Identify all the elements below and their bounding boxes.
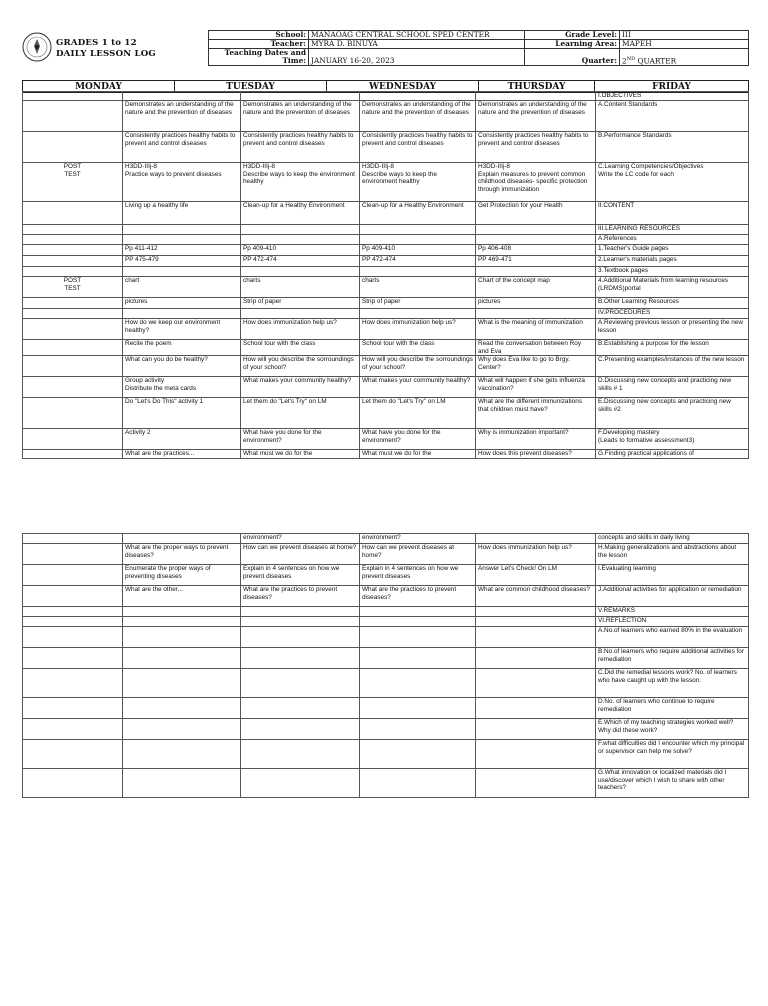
table-cell: Demonstrates an understanding of the nature and the prevention of diseases (476, 101, 596, 132)
table-cell (360, 769, 476, 798)
section-label-cell: I.OBJECTIVES (596, 92, 749, 101)
table-cell: H3DD-IIIj-8 Describe ways to keep the environment healthy (241, 163, 360, 202)
table-cell: What must we do for the (360, 450, 476, 459)
table-row (23, 669, 749, 698)
table-row (23, 235, 749, 245)
section-label-cell: C.Learning Competencies/Objectives Write the LC code for each (596, 163, 749, 202)
table-cell (23, 319, 123, 340)
table-cell (123, 534, 241, 544)
table-cell (476, 225, 596, 235)
table-cell (241, 669, 360, 698)
table-cell (123, 309, 241, 319)
table-cell (360, 617, 476, 627)
table-cell (23, 340, 123, 356)
table-row (23, 319, 749, 340)
grade-label: Grade Level: (525, 31, 620, 40)
section-label-cell: G.Finding practical applications of (596, 450, 749, 459)
table-cell: Why does Eva like to go to Brgy. Center? (476, 356, 596, 377)
lesson-table-page-1 (22, 91, 749, 459)
table-row (23, 225, 749, 235)
table-cell (476, 698, 596, 719)
table-cell (23, 429, 123, 450)
table-cell: pictures (123, 298, 241, 309)
info-table (208, 30, 749, 66)
teacher-label: Teacher: (209, 40, 309, 49)
table-row (23, 277, 749, 298)
table-cell (241, 92, 360, 101)
table-cell (23, 648, 123, 669)
table-cell: What are the other... (123, 586, 241, 607)
section-label-cell: B.Other Learning Resources (596, 298, 749, 309)
table-row (23, 101, 749, 132)
table-cell: Pp 409-410 (241, 245, 360, 256)
table-cell: How can we prevent diseases at home? (241, 544, 360, 565)
grade-value: III (620, 31, 749, 40)
table-cell (123, 648, 241, 669)
table-cell (476, 267, 596, 277)
table-row (23, 617, 749, 627)
section-label-cell: J.Additional activities for application or remediation (596, 586, 749, 607)
section-label-cell: C.Did the remedial lessons work? No. of learners who have caught up with the lesson. (596, 669, 749, 698)
table-cell: Strip of paper (241, 298, 360, 309)
section-label-cell: I.Evaluating learning (596, 565, 749, 586)
section-label-cell: III.LEARNING RESOURCES (596, 225, 749, 235)
table-cell (360, 92, 476, 101)
table-cell (476, 607, 596, 617)
table-row (23, 719, 749, 740)
table-row (23, 627, 749, 648)
table-cell: Let them do "Let's Try" on LM (241, 398, 360, 429)
table-row (23, 740, 749, 769)
table-cell: School tour with the class (360, 340, 476, 356)
table-cell: What are common childhood diseases? (476, 586, 596, 607)
table-cell (241, 617, 360, 627)
table-cell (476, 719, 596, 740)
table-cell (241, 719, 360, 740)
day-tuesday: TUESDAY (175, 81, 327, 93)
table-cell (23, 267, 123, 277)
table-cell: Pp 409-410 (360, 245, 476, 256)
table-cell: Pp 406-408 (476, 245, 596, 256)
table-cell (123, 92, 241, 101)
table-cell (23, 245, 123, 256)
section-label-cell: F.Developing mastery (Leads to formative assessment3) (596, 429, 749, 450)
table-cell: H3DD-IIIj-8 Practice ways to prevent diseases (123, 163, 241, 202)
table-cell: PP 472-474 (241, 256, 360, 267)
table-cell (360, 235, 476, 245)
table-cell (123, 627, 241, 648)
section-label-cell: VI.REFLECTION (596, 617, 749, 627)
table-cell (23, 298, 123, 309)
table-cell (23, 356, 123, 377)
table-cell: What are the practices to prevent diseases? (241, 586, 360, 607)
table-cell: Consistently practices healthy habits to prevent and control diseases (123, 132, 241, 163)
table-cell (23, 617, 123, 627)
section-label-cell: H.Making generalizations and abstractions about the lesson (596, 544, 749, 565)
school-value: MANAOAG CENTRAL SCHOOL SPED CENTER (309, 31, 525, 40)
table-row (23, 450, 749, 459)
table-cell: POST TEST (23, 163, 123, 202)
table-cell: Pp 411-412 (123, 245, 241, 256)
table-cell (23, 398, 123, 429)
table-cell: environment? (360, 534, 476, 544)
table-cell: charts (241, 277, 360, 298)
quarter-value (620, 49, 749, 66)
table-cell (23, 534, 123, 544)
table-cell (476, 769, 596, 798)
title-line-2: DAILY LESSON LOG (56, 49, 156, 59)
table-cell: What have you done for the environment? (241, 429, 360, 450)
table-cell (123, 617, 241, 627)
table-cell: Consistently practices healthy habits to prevent and control diseases (241, 132, 360, 163)
table-cell: Activity 2 (123, 429, 241, 450)
table-cell: How does this prevent diseases? (476, 450, 596, 459)
section-label-cell: II.CONTENT (596, 202, 749, 225)
document-title (56, 38, 156, 60)
table-cell (360, 607, 476, 617)
table-cell: Group activity Distribute the meta cards (123, 377, 241, 398)
section-label-cell: C.Presenting examples/instances of the new lesson (596, 356, 749, 377)
section-label-cell: 4.Additional Materials from learning resources (LRDMS)portal (596, 277, 749, 298)
table-cell: pictures (476, 298, 596, 309)
table-cell (360, 648, 476, 669)
table-cell: School tour with the class (241, 340, 360, 356)
table-cell: charts (360, 277, 476, 298)
table-cell (123, 719, 241, 740)
table-cell (241, 607, 360, 617)
table-cell: How do we keep our environment healthy? (123, 319, 241, 340)
quarter-number: 2 (622, 56, 627, 65)
table-cell: Living up a healthy life (123, 202, 241, 225)
table-row (23, 340, 749, 356)
table-cell: Consistently practices healthy habits to prevent and control diseases (360, 132, 476, 163)
table-cell (23, 607, 123, 617)
table-cell: Demonstrates an understanding of the nature and the prevention of diseases (360, 101, 476, 132)
table-cell (23, 235, 123, 245)
table-cell: Explain in 4 sentences on how we prevent diseases (241, 565, 360, 586)
table-row (23, 534, 749, 544)
table-cell: What are the practices to prevent diseases? (360, 586, 476, 607)
dates-label (209, 49, 309, 66)
table-cell (476, 669, 596, 698)
quarter-suffix: ND (626, 55, 636, 62)
table-cell: H3DD-IIIj-8 Explain measures to prevent common childhood diseases- specific protection through immunization (476, 163, 596, 202)
table-cell (23, 719, 123, 740)
table-cell (241, 309, 360, 319)
table-cell (241, 698, 360, 719)
table-cell: Demonstrates an understanding of the nature and the prevention of diseases (123, 101, 241, 132)
table-row (23, 377, 749, 398)
table-row (23, 429, 749, 450)
table-cell: POST TEST (23, 277, 123, 298)
table-cell (476, 309, 596, 319)
table-cell: Recite the poem (123, 340, 241, 356)
table-cell: Read the conversation between Roy and Eva (476, 340, 596, 356)
table-cell (241, 627, 360, 648)
table-cell (123, 225, 241, 235)
table-cell (123, 235, 241, 245)
section-label-cell: A.References (596, 235, 749, 245)
table-cell (23, 225, 123, 235)
table-cell: PP 469-471 (476, 256, 596, 267)
table-cell: Clean-up for a Healthy Environment (241, 202, 360, 225)
table-cell: How does immunization help us? (360, 319, 476, 340)
table-cell: What will happen if she gets influenza vaccination? (476, 377, 596, 398)
table-cell: Why is immunization important? (476, 429, 596, 450)
table-cell (123, 669, 241, 698)
section-label-cell: E.Discussing new concepts and practicing new skills #2 (596, 398, 749, 429)
table-cell: How will you describe the sorroundings of your school? (241, 356, 360, 377)
table-cell (23, 309, 123, 319)
table-cell (123, 607, 241, 617)
table-row (23, 298, 749, 309)
section-label-cell: 2.Learner's materials pages (596, 256, 749, 267)
section-label-cell: A.Reviewing previous lesson or presenting the new lesson (596, 319, 749, 340)
section-label-cell: D.Discussing new concepts and practicing new skills # 1 (596, 377, 749, 398)
section-label-cell: F.what difficulties did I encounter which my principal or supervisor can help me solve? (596, 740, 749, 769)
table-row (23, 202, 749, 225)
table-cell (123, 740, 241, 769)
table-cell: Clean-up for a Healthy Environment (360, 202, 476, 225)
table-cell: Strip of paper (360, 298, 476, 309)
table-cell: What are the different immunizations that children must have? (476, 398, 596, 429)
table-cell: Explain in 4 sentences on how we prevent diseases (360, 565, 476, 586)
table-row (23, 163, 749, 202)
table-cell (360, 309, 476, 319)
table-cell (476, 617, 596, 627)
section-label-cell: IV.PROCEDURES (596, 309, 749, 319)
table-row (23, 544, 749, 565)
table-row (23, 309, 749, 319)
table-cell (23, 132, 123, 163)
table-cell (476, 648, 596, 669)
day-friday: FRIDAY (595, 81, 749, 93)
table-cell: Get Protection for your Health (476, 202, 596, 225)
table-row (23, 769, 749, 798)
section-label-cell: A.No.of learners who earned 80% in the evaluation (596, 627, 749, 648)
table-row (23, 698, 749, 719)
table-row (23, 398, 749, 429)
table-cell (476, 627, 596, 648)
day-wednesday: WEDNESDAY (327, 81, 479, 93)
table-cell: PP 472-474 (360, 256, 476, 267)
table-cell: Let them do "Let's Try" on LM (360, 398, 476, 429)
table-cell (123, 769, 241, 798)
table-cell: What is the meaning of immunization (476, 319, 596, 340)
lesson-table-page-2 (22, 533, 749, 798)
table-cell (123, 267, 241, 277)
section-label-cell: B.Performance Standards (596, 132, 749, 163)
table-cell (23, 669, 123, 698)
table-cell (360, 669, 476, 698)
table-cell (23, 769, 123, 798)
table-cell (360, 698, 476, 719)
table-cell (360, 719, 476, 740)
table-row (23, 245, 749, 256)
table-cell: How does immunization help us? (241, 319, 360, 340)
table-cell: Answer Let's Check! On LM (476, 565, 596, 586)
teacher-value: MYRA D. BINUYA (309, 40, 525, 49)
section-label-cell: 3.Textbook pages (596, 267, 749, 277)
table-cell (476, 534, 596, 544)
table-cell: H3DD-IIIj-8 Describe ways to keep the environment healthy (360, 163, 476, 202)
table-cell (23, 544, 123, 565)
table-cell: What have you done for the environment? (360, 429, 476, 450)
table-cell (23, 256, 123, 267)
table-cell (241, 740, 360, 769)
table-cell (476, 740, 596, 769)
table-cell (23, 450, 123, 459)
table-row (23, 256, 749, 267)
table-cell (241, 769, 360, 798)
table-cell: What makes your community healthy? (360, 377, 476, 398)
table-row (23, 565, 749, 586)
table-cell: How does immunization help us? (476, 544, 596, 565)
table-cell (23, 92, 123, 101)
table-cell (23, 740, 123, 769)
table-cell (23, 586, 123, 607)
page-1-rows (23, 92, 749, 459)
section-label-cell: E.Which of my teaching strategies worked well? Why did these work? (596, 719, 749, 740)
dates-label-line-1: Teaching Dates and (224, 48, 306, 57)
table-cell (241, 648, 360, 669)
table-cell: PP 475-479 (123, 256, 241, 267)
table-cell: What can you do be healthy? (123, 356, 241, 377)
table-row (23, 607, 749, 617)
area-label: Learning Area: (525, 40, 620, 49)
table-cell (23, 627, 123, 648)
table-row (23, 356, 749, 377)
day-thursday: THURSDAY (479, 81, 595, 93)
table-cell (23, 202, 123, 225)
quarter-label: Quarter: (525, 49, 620, 66)
section-label-cell: 1.Teacher's Guide pages (596, 245, 749, 256)
table-cell (360, 267, 476, 277)
dates-label-line-2: Time: (282, 56, 306, 65)
table-cell (360, 225, 476, 235)
dates-value: JANUARY 16-20, 2023 (309, 49, 525, 66)
quarter-word: QUARTER (635, 56, 677, 65)
table-cell: Demonstrates an understanding of the nature and the prevention of diseases (241, 101, 360, 132)
area-value: MAPEH (620, 40, 749, 49)
table-cell (23, 101, 123, 132)
table-cell: How will you describe the sorroundings of your school? (360, 356, 476, 377)
table-cell: Enumerate the proper ways of preventing diseases (123, 565, 241, 586)
title-line-1: GRADES 1 to 12 (56, 38, 137, 48)
table-row (23, 586, 749, 607)
section-label-cell: G.What innovation or localized materials did I use/discover which I wish to share with other teachers? (596, 769, 749, 798)
table-cell: environment? (241, 534, 360, 544)
table-cell (476, 92, 596, 101)
deped-seal-icon (22, 32, 52, 62)
section-label-cell: D.No. of learners who continue to require remediation (596, 698, 749, 719)
page-2-rows (23, 534, 749, 798)
table-cell: How can we prevent diseases at home? (360, 544, 476, 565)
table-cell: chart (123, 277, 241, 298)
table-cell (241, 225, 360, 235)
table-cell (23, 698, 123, 719)
table-cell: What must we do for the (241, 450, 360, 459)
table-cell (241, 267, 360, 277)
table-cell (241, 235, 360, 245)
section-label-cell: B.No.of learners who require additional activities for remediation (596, 648, 749, 669)
table-cell (476, 235, 596, 245)
section-label-cell: V.REMARKS (596, 607, 749, 617)
table-cell: Consistently practices healthy habits to prevent and control diseases (476, 132, 596, 163)
table-cell (123, 698, 241, 719)
table-cell (23, 377, 123, 398)
table-row (23, 648, 749, 669)
table-row (23, 92, 749, 101)
table-row (23, 132, 749, 163)
section-label-cell: B.Establishing a purpose for the lesson (596, 340, 749, 356)
table-row (23, 267, 749, 277)
table-cell (360, 740, 476, 769)
table-cell: Do "Let's Do This" activity 1 (123, 398, 241, 429)
table-cell: What are the practices... (123, 450, 241, 459)
table-cell: What makes your community healthy? (241, 377, 360, 398)
table-cell: What are the proper ways to prevent diseases? (123, 544, 241, 565)
day-monday: MONDAY (23, 81, 175, 93)
section-label-cell: concepts and skills in daily living (596, 534, 749, 544)
table-cell: Chart of the concept map (476, 277, 596, 298)
section-label-cell: A.Content Standards (596, 101, 749, 132)
table-cell (23, 565, 123, 586)
table-cell (360, 627, 476, 648)
school-label: School: (209, 31, 309, 40)
